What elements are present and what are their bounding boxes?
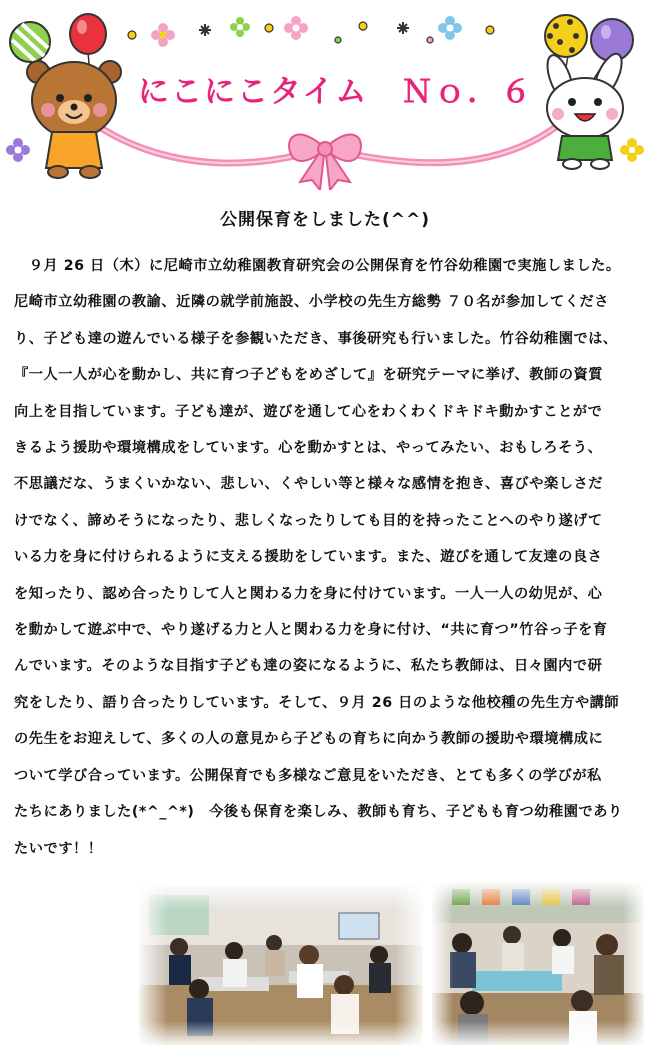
- body-line: の先生をお迎えして、多くの人の意見から子どもの育ちに向かう教師の援助や環境構成に: [14, 731, 604, 748]
- body-line: たいです！！: [14, 840, 103, 857]
- body-line: ついて学び合っています。公開保育でも多様なご意見をいただき、とても多くの学びが私: [14, 767, 602, 784]
- body-line: を知ったり、認め合ったりして人と関わる力を身に付けています。一人一人の幼児が、心: [14, 585, 603, 602]
- body-line: 究をしたり、語り合ったりしています。そして、９月 26 日のような他校種の先生方や講師: [14, 694, 620, 711]
- rabbit-character: [542, 50, 627, 169]
- body-line: 不思議だな、うまくいかない、悲しい、くやしい等と様々な感情を抱き、喜びや楽しさだ: [14, 476, 603, 493]
- header-banner: [0, 0, 650, 190]
- body-line: 『一人一人が心を動かし、共に育つ子どもをめざして』を研究テーマに挙げ、教師の資質: [14, 367, 603, 384]
- body-line: 尼崎市立幼稚園の教諭、近隣の就学前施設、小学校の先生方総勢 ７０名が参加してくださ: [14, 294, 609, 311]
- body-line: 向上を目指しています。子ども達が、遊びを通して心をわくわくドキドキ動かすことがで: [14, 403, 603, 420]
- article-subtitle: 公開保育をしました(^^): [219, 210, 431, 230]
- body-line: ９月 26 日（木）に尼崎市立幼稚園教育研究会の公開保育を竹谷幼稚園で実施しました。: [14, 258, 621, 274]
- body-line: んでいます。そのような目指す子ども達の姿になるように、私たち教師は、日々園内で研: [14, 658, 603, 675]
- photo-group-discussion: [432, 883, 644, 1045]
- body-line: たちにありました(*^_^*) 今後も保育を楽しみ、教師も育ち、子どもも育つ幼稚園であり: [14, 804, 623, 821]
- body-line: けでなく、諦めそうになったり、悲しくなったりしても目的を持ったことへのやり遂げて: [14, 512, 603, 529]
- ribbon-bow: [289, 135, 361, 190]
- photo-teachers-meeting: [139, 885, 423, 1045]
- body-line: り、子ども達の遊んでいる様子を参観いただき、事後研究も行いました。竹谷幼稚園では、: [14, 330, 618, 347]
- newsletter-title: にこにこタイム Ｎｏ．６: [138, 74, 534, 110]
- body-line: いる力を身に付けられるように支える援助をしています。また、遊びを通して友達の良さ: [14, 549, 603, 566]
- article-body: [14, 248, 640, 867]
- body-line: きるよう援助や環境構成をしています。心を動かすとは、やってみたい、おもしろそう、: [14, 440, 603, 457]
- bear-character: [27, 61, 121, 178]
- body-line: を動かして遊ぶ中で、やり遂げる力と人と関わる力を身に付け、“共に育つ”竹谷っ子を育: [14, 622, 608, 639]
